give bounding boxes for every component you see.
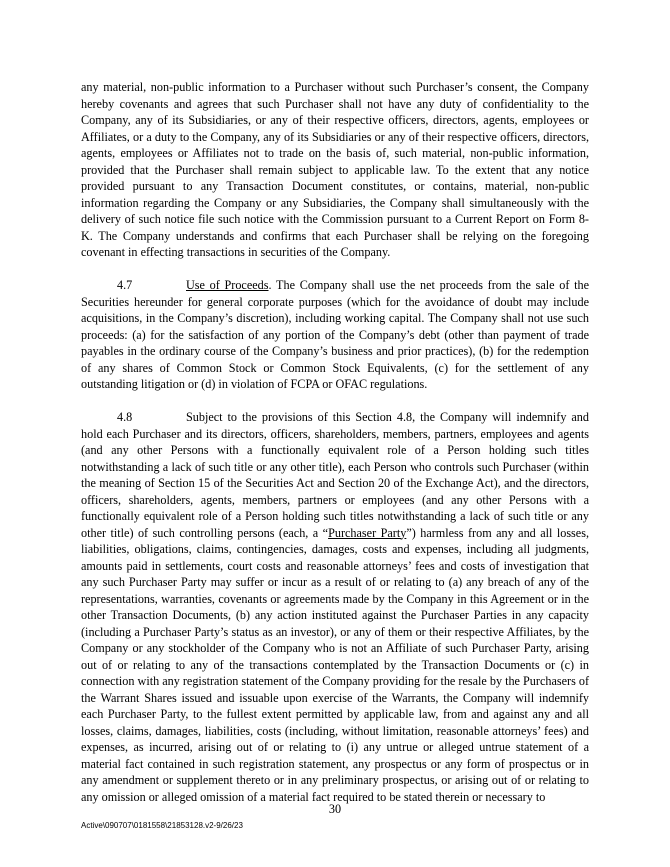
defined-term: Purchaser Party — [328, 525, 407, 540]
page-number: 30 — [328, 802, 342, 816]
section-4-7 — [81, 277, 589, 393]
document-id: Active\090707\0181558\21853128.v2-9/26/23 — [81, 821, 243, 830]
section-text-after: ”) harmless from any and all losses, liabilities, obligations, claims, contingencies, damages, costs and expenses, including all judgments, amounts paid in settlements, court costs and reasonable attorneys’ fees and costs of investigation that any such Purchaser Party may suffer or incur as a result of or relating to (a) any breach of any of the representations, warranties, covenants or agreements made by the Company in this Agreement or in the other Transaction Documents, (b) any action instituted against the Purchaser Parties in any capacity (including a Purchaser Party’s status as an investor), or any of them or their respective Affiliates, by the Company or any stockholder of the Company who is not an Affiliate of such Purchaser Party, arising out of or relating to any of the transactions contemplated by the Transaction Documents or (c) in connection with any registration statement of the Company providing for the resale by the Purchasers of the Warrant Shares issued and issuable upon exercise of the Warrants, the Company will indemnify each Purchaser Party, to the fullest extent permitted by applicable law, from and against any and all losses, claims, damages, liabilities, costs (including, without limitation, reasonable attorneys’ fees) and expenses, as incurred, arising out of or relating to (i) any untrue or alleged untrue statement of a material fact contained in such registration statement, any prospectus or any form of prospectus or in any amendment or supplement thereto or in any preliminary prospectus, or arising out of or relating to any omission or alleged omission of a material fact required to be stated therein or necessary to — [81, 525, 590, 804]
section-text: . The Company shall use the net proceeds from the sale of the Securities hereunder for general corporate purposes (which for the avoidance of doubt may include acquisitions, in the Company’s discretion), including working capital. The Company shall not use such proceeds: (a) for the satisfaction of any portion of the Company’s debt (other than payment of trade payables in the ordinary course of the Company’s business and prior practices), (b) for the redemption of any shares of Common Stock or Common Stock Equivalents, (c) for the settlement of any outstanding litigation or (d) in violation of FCPA or OFAC regulations. — [81, 278, 590, 391]
section-number: 4.8 — [117, 410, 133, 424]
document-body — [81, 79, 589, 822]
section-text-before: Subject to the provisions of this Section 4.8, the Company will indemnify and hold each Purchaser and its directors, officers, shareholders, members, partners, employees and agents (and any other Persons with a functionally equivalent role of a Person holding such titles notwithstanding a lack of such title or any other title), each Person who controls such Purchaser (within the meaning of Section 15 of the Securities Act and Section 20 of the Exchange Act), and the directors, officers, shareholders, agents, members, partners or employees (and any other Persons with a functionally equivalent role of a Person holding such titles notwithstanding a lack of such title or any other title) of such controlling persons (each, a “ — [81, 410, 589, 540]
paragraph-text: any material, non-public information to a Purchaser without such Purchaser’s consent, the Company hereby covenants and agrees that such Purchaser shall not have any duty of confidentiality to the Company, any of its Subsidiaries, or any of their respective officers, directors, agents, employees or Affiliates, or a duty to the Company, any of its Subsidiaries or any of their respective officers, directors, agents, employees or Affiliates not to trade on the basis of, such material, non-public information, provided that the Purchaser shall remain subject to applicable law. To the extent that any notice provided pursuant to any Transaction Document constitutes, or contains, material, non-public information regarding the Company or any Subsidiaries, the Company shall simultaneously with the delivery of such notice file such notice with the Commission pursuant to a Current Report on Form 8-K. The Company understands and confirms that each Purchaser shall be relying on the foregoing covenant in effecting transactions in securities of the Company. — [81, 80, 589, 259]
section-title: Use of Proceeds — [186, 278, 269, 292]
section-4-8 — [81, 409, 589, 805]
section-number: 4.7 — [117, 278, 133, 292]
paragraph-continued — [81, 79, 589, 261]
